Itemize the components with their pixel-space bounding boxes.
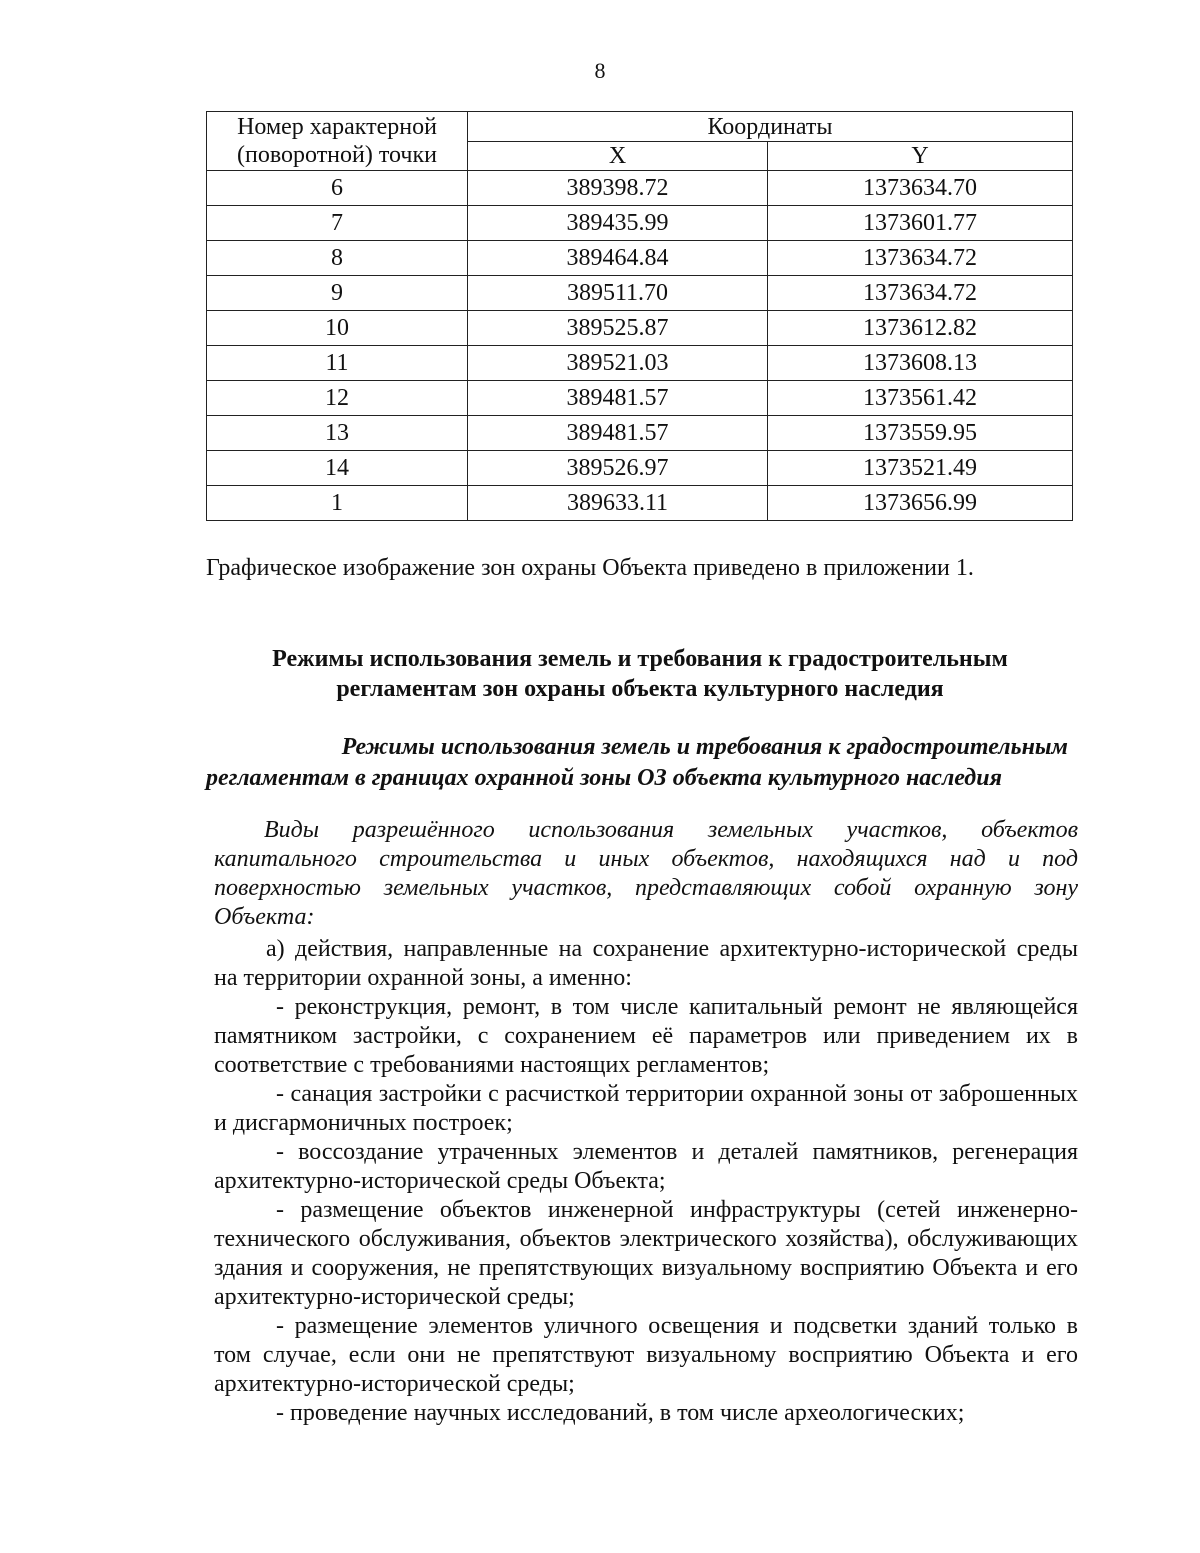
table-row	[207, 241, 1073, 276]
cell-x: 389521.03	[468, 346, 768, 381]
table-row	[207, 451, 1073, 486]
subsection-heading-line2: регламентам в границах охранной зоны ОЗ объекта культурного наследия	[206, 765, 1002, 791]
cell-y: 1373608.13	[768, 346, 1073, 381]
table-row	[207, 416, 1073, 451]
cell-y: 1373656.99	[768, 486, 1073, 521]
list-item: - реконструкция, ремонт, в том числе капитальный ремонт не являющейся памятником застройки, с сохранением её параметров или приведением их в соответствие с требованиями настоящих регламентов;	[214, 994, 1078, 1078]
coordinates-table	[206, 111, 1073, 521]
cell-point: 14	[207, 451, 468, 486]
list-item: - размещение элементов уличного освещения и подсветки зданий только в том случае, если они не препятствуют визуальному восприятию Объекта и его архитектурно-исторической среды;	[214, 1313, 1078, 1397]
header-point-number: Номер характерной (поворотной) точки	[207, 112, 468, 171]
cell-point: 8	[207, 241, 468, 276]
section-heading	[200, 644, 1080, 704]
cell-x: 389435.99	[468, 206, 768, 241]
table-body	[207, 171, 1073, 521]
page-number: 8	[594, 58, 606, 83]
cell-x: 389525.87	[468, 311, 768, 346]
cell-x: 389481.57	[468, 416, 768, 451]
table-row	[207, 486, 1073, 521]
cell-x: 389481.57	[468, 381, 768, 416]
cell-x: 389511.70	[468, 276, 768, 311]
list-item: - размещение объектов инженерной инфраструктуры (сетей инженерно-технического обслуживания, объектов электрического хозяйства), обслуживающих здания и сооружения, не препятствующих визуальному восприятию Объекта и его архитектурно-исторической среды;	[214, 1197, 1078, 1310]
table-row	[207, 276, 1073, 311]
cell-x: 389398.72	[468, 171, 768, 206]
cell-y: 1373634.72	[768, 276, 1073, 311]
body-text	[214, 816, 1078, 1428]
cell-point: 12	[207, 381, 468, 416]
cell-y: 1373634.70	[768, 171, 1073, 206]
header-coordinates: Координаты	[468, 112, 1073, 142]
cell-point: 1	[207, 486, 468, 521]
table-row	[207, 311, 1073, 346]
subsection-heading	[206, 732, 1076, 794]
section-heading-line2: регламентам зон охраны объекта культурного наследия	[336, 676, 944, 702]
cell-x: 389526.97	[468, 451, 768, 486]
cell-y: 1373521.49	[768, 451, 1073, 486]
list-item: - санация застройки с расчисткой территории охранной зоны от заброшенных и дисгармоничных построек;	[214, 1081, 1078, 1136]
cell-point: 10	[207, 311, 468, 346]
cell-y: 1373561.42	[768, 381, 1073, 416]
cell-x: 389464.84	[468, 241, 768, 276]
cell-y: 1373612.82	[768, 311, 1073, 346]
cell-point: 9	[207, 276, 468, 311]
cell-point: 7	[207, 206, 468, 241]
list-item: - воссоздание утраченных элементов и деталей памятников, регенерация архитектурно-исторической среды Объекта;	[214, 1139, 1078, 1194]
cell-point: 13	[207, 416, 468, 451]
cell-point: 11	[207, 346, 468, 381]
table-row	[207, 171, 1073, 206]
header-y: Y	[768, 142, 1073, 171]
cell-y: 1373559.95	[768, 416, 1073, 451]
table-row	[207, 346, 1073, 381]
subsection-heading-line1: Режимы использования земель и требования к градостроительным	[341, 734, 1068, 760]
cell-y: 1373634.72	[768, 241, 1073, 276]
section-heading-line1: Режимы использования земель и требования к градостроительным	[272, 646, 1008, 672]
item-a-paragraph: а) действия, направленные на сохранение архитектурно-исторической среды на территории охранной зоны, а именно:	[214, 936, 1078, 991]
list-item: - проведение научных исследований, в том числе археологических;	[276, 1400, 965, 1426]
header-x: X	[468, 142, 768, 171]
cell-point: 6	[207, 171, 468, 206]
cell-x: 389633.11	[468, 486, 768, 521]
intro-paragraph: Виды разрешённого использования земельных участков, объектов капитального строительства и иных объектов, находящихся над и под поверхностью земельных участков, представляющих собой охранную зону Объекта:	[214, 817, 1078, 930]
cell-y: 1373601.77	[768, 206, 1073, 241]
table-row	[207, 206, 1073, 241]
table-row	[207, 381, 1073, 416]
figure-reference: Графическое изображение зон охраны Объекта приведено в приложении 1.	[206, 555, 974, 581]
